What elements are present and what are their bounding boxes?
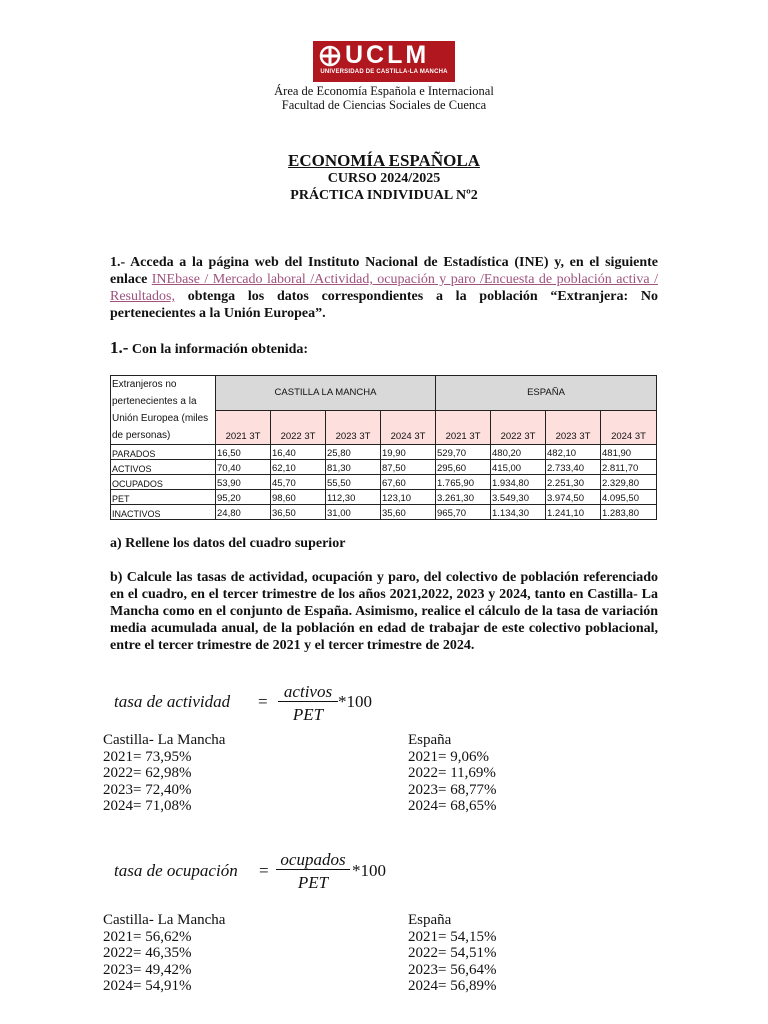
- table-cell: 2.329,80: [601, 475, 657, 490]
- uclm-logo: [313, 41, 455, 82]
- table-cell: 3.549,30: [491, 490, 546, 505]
- question-1b-number: 1.-: [110, 338, 129, 357]
- year-header: 2022 3T: [271, 410, 326, 445]
- table-corner-label: Extranjeros no pertenecientes a la Unión Europea (miles de personas): [111, 376, 216, 445]
- result-line: 2024= 68,65%: [408, 798, 497, 814]
- table-cell: 70,40: [216, 460, 271, 475]
- question-1-paragraph: [110, 254, 658, 322]
- group-header-espana: ESPAÑA: [436, 376, 657, 411]
- formula-activity-numerator: activos: [283, 682, 333, 701]
- year-header: 2021 3T: [436, 410, 491, 445]
- table-cell: 529,70: [436, 445, 491, 460]
- result-line: 2023= 72,40%: [103, 781, 192, 798]
- department-line: Área de Economía Española e Internacional: [274, 84, 494, 98]
- table-row: [111, 445, 657, 460]
- formula-occupation-lhs: tasa de ocupación: [114, 861, 238, 880]
- table-cell: 1.765,90: [436, 475, 491, 490]
- table-cell: 1.283,80: [601, 505, 657, 520]
- table-cell: 55,50: [326, 475, 381, 490]
- year-header: 2024 3T: [601, 410, 657, 445]
- group-header-clm: CASTILLA LA MANCHA: [216, 376, 436, 411]
- table-cell: 2.811,70: [601, 460, 657, 475]
- results-espana-title: España: [408, 732, 452, 748]
- result-line: 2024= 54,91%: [103, 978, 192, 994]
- faculty-line: Facultad de Ciencias Sociales de Cuenca: [281, 98, 487, 112]
- table-cell: 3.261,30: [436, 490, 491, 505]
- table-cell: 1.934,80: [491, 475, 546, 490]
- data-table: [110, 375, 657, 520]
- result-line: 2021= 54,15%: [408, 928, 497, 945]
- results-occupation-clm: [103, 912, 225, 995]
- result-line: 2023= 68,77%: [408, 781, 497, 798]
- formula-activity-lhs: tasa de actividad: [114, 692, 231, 711]
- table-cell: 67,60: [381, 475, 436, 490]
- table-cell: 24,80: [216, 505, 271, 520]
- year-header: 2022 3T: [491, 410, 546, 445]
- formula-occupation-multiplier: *100: [352, 861, 386, 880]
- result-line: 2024= 71,08%: [103, 798, 192, 814]
- table-cell: 95,20: [216, 490, 271, 505]
- formula-activity-eq: =: [258, 692, 268, 711]
- table-cell: 16,50: [216, 445, 271, 460]
- row-label: PET: [111, 490, 216, 505]
- table-cell: 62,10: [271, 460, 326, 475]
- question-a: a) Rellene los datos del cuadro superior: [110, 536, 346, 551]
- logo-subtitle: UNIVERSIDAD DE CASTILLA-LA MANCHA: [320, 69, 448, 75]
- table-cell: 81,30: [326, 460, 381, 475]
- row-label: OCUPADOS: [111, 475, 216, 490]
- result-line: 2023= 56,64%: [408, 961, 497, 978]
- table-cell: 4.095,50: [601, 490, 657, 505]
- table-row: [111, 460, 657, 475]
- table-cell: 480,20: [491, 445, 546, 460]
- table-cell: 31,00: [326, 505, 381, 520]
- formula-activity-denominator: PET: [292, 705, 324, 724]
- table-cell: 1.134,30: [491, 505, 546, 520]
- row-label: PARADOS: [111, 445, 216, 460]
- table-row: [111, 490, 657, 505]
- table-cell: 965,70: [436, 505, 491, 520]
- question-1b-text: Con la información obtenida:: [128, 342, 309, 357]
- year-header: 2023 3T: [546, 410, 601, 445]
- practice-title: PRÁCTICA INDIVIDUAL Nº2: [290, 188, 478, 203]
- results-espana-title: España: [408, 912, 452, 928]
- result-line: 2022= 62,98%: [103, 765, 192, 781]
- year-header: 2024 3T: [381, 410, 436, 445]
- result-line: 2021= 56,62%: [103, 928, 192, 945]
- question-1b: [110, 338, 308, 358]
- formula-occupation-fraction-bar: [276, 869, 350, 870]
- result-line: 2021= 9,06%: [408, 748, 489, 765]
- question-1-suffix: obtenga los datos correspondientes a la población “Extranjera: No pertenecientes a la Unión Europea”.: [110, 289, 658, 321]
- result-line: 2022= 46,35%: [103, 945, 192, 961]
- table-cell: 2.733,40: [546, 460, 601, 475]
- results-clm-title: Castilla- La Mancha: [103, 912, 226, 928]
- table-cell: 98,60: [271, 490, 326, 505]
- formula-occupation-eq: =: [259, 861, 269, 880]
- formula-activity-fraction-bar: [278, 701, 338, 702]
- question-b: b) Calcule las tasas de actividad, ocupación y paro, del colectivo de población referenciado en el cuadro, en el tercer trimestre de los años 2021,2022, 2023 y 2024, tanto en Castilla- La Mancha como en el conjunto de España. Asimismo, realice el cálculo de la tasa de variación media acumulada anual, de la población en edad de trabajar de este colectivo poblacional, entre el tercer trimestre de 2021 y el tercer trimestre de 2024.: [110, 570, 658, 653]
- ine-link[interactable]: INEbase / Mercado laboral /Actividad, ocupación y paro /Encuesta de población activa / Resultados,: [110, 272, 658, 304]
- table-cell: 112,30: [326, 490, 381, 505]
- table-cell: 415,00: [491, 460, 546, 475]
- row-label: ACTIVOS: [111, 460, 216, 475]
- year-header: 2021 3T: [216, 410, 271, 445]
- result-line: 2024= 56,89%: [408, 978, 497, 994]
- table-row: [111, 475, 657, 490]
- table-cell: 45,70: [271, 475, 326, 490]
- results-activity-espana: [408, 732, 496, 815]
- table-cell: 3.974,50: [546, 490, 601, 505]
- logo-text: UCLM: [345, 41, 430, 69]
- result-line: 2022= 54,51%: [408, 945, 497, 961]
- table-cell: 1.241,10: [546, 505, 601, 520]
- result-line: 2021= 73,95%: [103, 748, 192, 765]
- table-cell: 2.251,30: [546, 475, 601, 490]
- table-cell: 123,10: [381, 490, 436, 505]
- year-header: 2023 3T: [326, 410, 381, 445]
- formula-occupation-denominator: PET: [297, 873, 329, 892]
- formula-activity-multiplier: *100: [338, 692, 372, 711]
- results-activity-clm: [103, 732, 225, 815]
- table-cell: 295,60: [436, 460, 491, 475]
- table-cell: 53,90: [216, 475, 271, 490]
- row-label: INACTIVOS: [111, 505, 216, 520]
- table-cell: 481,90: [601, 445, 657, 460]
- results-clm-title: Castilla- La Mancha: [103, 732, 226, 748]
- table-cell: 87,50: [381, 460, 436, 475]
- table-cell: 36,50: [271, 505, 326, 520]
- result-line: 2022= 11,69%: [408, 765, 496, 781]
- results-occupation-espana: [408, 912, 496, 995]
- table-cell: 482,10: [546, 445, 601, 460]
- question-1-prefix: 1.- Acceda a la página web del Instituto Nacional de Estadística (INE) y, en el siguiente enlace: [110, 255, 658, 287]
- table-cell: 19,90: [381, 445, 436, 460]
- table-cell: 16,40: [271, 445, 326, 460]
- table-cell: 25,80: [326, 445, 381, 460]
- uclm-emblem-icon: [319, 45, 341, 67]
- course-title: CURSO 2024/2025: [327, 171, 441, 186]
- page-title: ECONOMÍA ESPAÑOLA: [288, 151, 480, 170]
- table-cell: 35,60: [381, 505, 436, 520]
- table-row: [111, 505, 657, 520]
- result-line: 2023= 49,42%: [103, 961, 192, 978]
- formula-occupation-numerator: ocupados: [280, 850, 346, 869]
